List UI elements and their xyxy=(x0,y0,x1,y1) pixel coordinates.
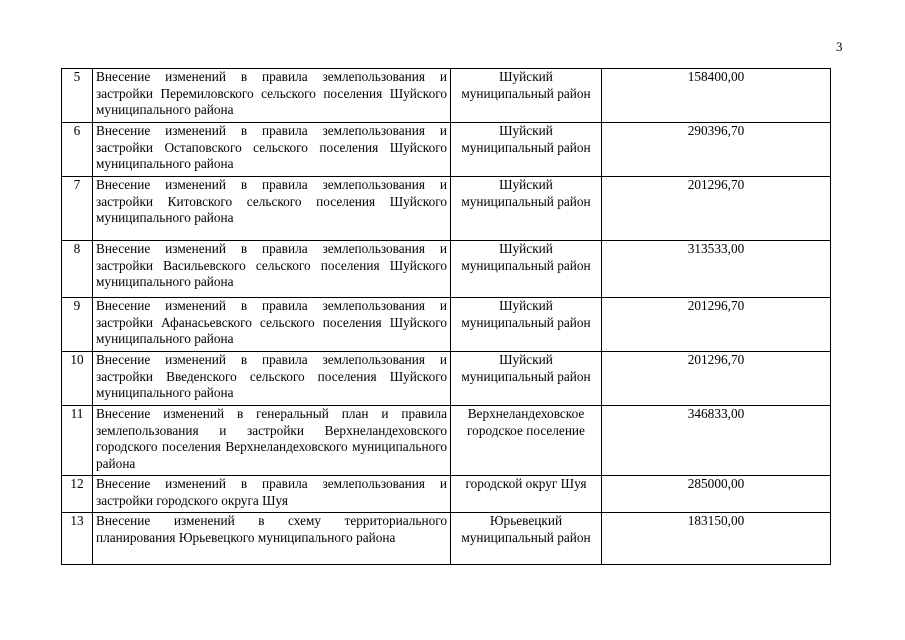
row-description: Внесение изменений в генеральный план и правила землепользования и застройки Верхнеландеховского городского поселения Верхнеландеховского муниципального района xyxy=(93,406,451,476)
table-row xyxy=(62,352,831,406)
row-amount: 285000,00 xyxy=(602,476,831,513)
row-amount: 158400,00 xyxy=(602,69,831,123)
table-row xyxy=(62,177,831,241)
table-row xyxy=(62,123,831,177)
row-description: Внесение изменений в правила землепользования и застройки городского округа Шуя xyxy=(93,476,451,513)
row-description: Внесение изменений в правила землепользования и застройки Остаповского сельского поселения Шуйского муниципального района xyxy=(93,123,451,177)
row-number: 5 xyxy=(62,69,93,123)
row-description: Внесение изменений в правила землепользования и застройки Китовского сельского поселения Шуйского муниципального района xyxy=(93,177,451,241)
row-amount: 183150,00 xyxy=(602,513,831,565)
row-number: 6 xyxy=(62,123,93,177)
row-number: 13 xyxy=(62,513,93,565)
row-territory: Юрьевецкий муниципальный район xyxy=(451,513,602,565)
table-row xyxy=(62,476,831,513)
funding-table xyxy=(61,68,831,565)
row-amount: 201296,70 xyxy=(602,177,831,241)
row-amount: 201296,70 xyxy=(602,352,831,406)
row-territory: Шуйский муниципальный район xyxy=(451,298,602,352)
row-description: Внесение изменений в правила землепользования и застройки Перемиловского сельского поселения Шуйского муниципального района xyxy=(93,69,451,123)
row-territory: Шуйский муниципальный район xyxy=(451,123,602,177)
table-row xyxy=(62,241,831,298)
table-row xyxy=(62,513,831,565)
page-number: 3 xyxy=(836,39,843,54)
row-description: Внесение изменений в правила землепользования и застройки Васильевского сельского поселения Шуйского муниципального района xyxy=(93,241,451,298)
row-territory: Шуйский муниципальный район xyxy=(451,177,602,241)
row-number: 8 xyxy=(62,241,93,298)
row-amount: 346833,00 xyxy=(602,406,831,476)
row-number: 12 xyxy=(62,476,93,513)
row-description: Внесение изменений в правила землепользования и застройки Афанасьевского сельского поселения Шуйского муниципального района xyxy=(93,298,451,352)
row-territory: Шуйский муниципальный район xyxy=(451,241,602,298)
row-territory: городской округ Шуя xyxy=(451,476,602,513)
row-number: 9 xyxy=(62,298,93,352)
row-description: Внесение изменений в схему территориального планирования Юрьевецкого муниципального района xyxy=(93,513,451,565)
row-amount: 290396,70 xyxy=(602,123,831,177)
row-territory: Верхнеландеховское городское поселение xyxy=(451,406,602,476)
row-amount: 313533,00 xyxy=(602,241,831,298)
row-number: 11 xyxy=(62,406,93,476)
row-description: Внесение изменений в правила землепользования и застройки Введенского сельского поселения Шуйского муниципального района xyxy=(93,352,451,406)
row-number: 7 xyxy=(62,177,93,241)
row-amount: 201296,70 xyxy=(602,298,831,352)
row-number: 10 xyxy=(62,352,93,406)
row-territory: Шуйский муниципальный район xyxy=(451,69,602,123)
table-row xyxy=(62,69,831,123)
table-row xyxy=(62,406,831,476)
table-row xyxy=(62,298,831,352)
row-territory: Шуйский муниципальный район xyxy=(451,352,602,406)
